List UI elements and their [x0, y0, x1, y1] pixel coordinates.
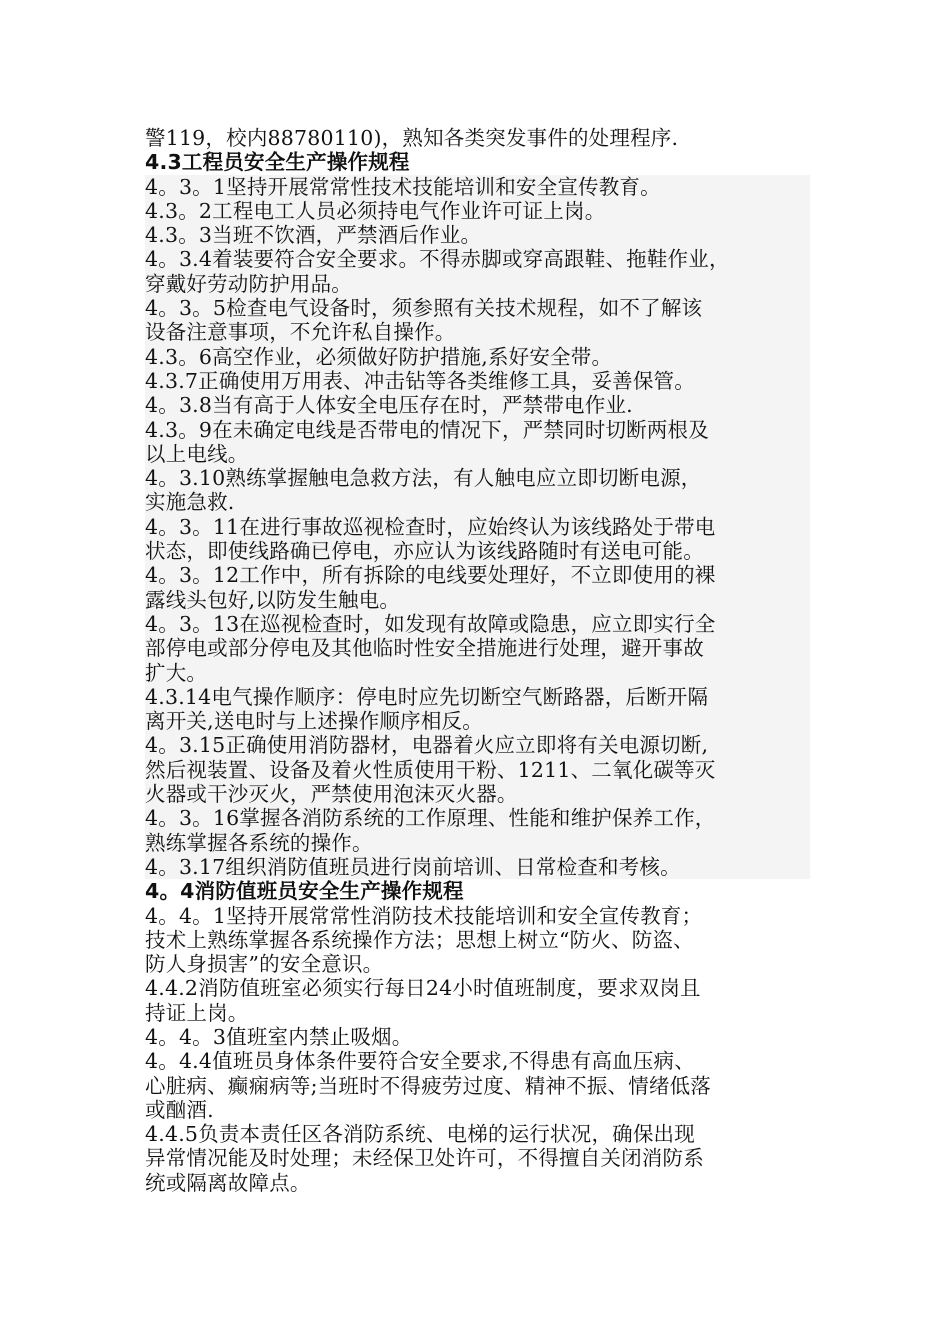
section-4-3-line: 4.3。9在未确定电线是否带电的情况下，严禁同时切断两根及	[145, 417, 709, 442]
section-4-3-line: 穿戴好劳动防护用品。	[145, 271, 352, 296]
section-4-3-line: 然后视装置、设备及着火性质使用干粉、1211、二氧化碳等灭	[145, 757, 716, 782]
section-4-4-line: 异常情况能及时处理；未经保卫处许可，不得擅自关闭消防系	[145, 1146, 704, 1171]
document-page	[145, 126, 810, 1195]
section-4-4-title: 4。4消防值班员安全生产操作规程	[145, 879, 464, 904]
section-4-3-line: 4。3.4着装要符合安全要求。不得赤脚或穿高跟鞋、拖鞋作业，	[145, 247, 730, 272]
section-4-4-line: 技术上熟练掌握各系统操作方法；思想上树立“防火、防盗、	[145, 927, 694, 952]
section-4-4-line: 4.4.5负责本责任区各消防系统、电梯的运行状况，确保出现	[145, 1122, 695, 1147]
section-4-4-line: 持证上岗。	[145, 1000, 249, 1025]
section-4-3-line: 状态，即使线路确已停电，亦应认为该线路随时有送电可能。	[145, 539, 704, 564]
section-4-3-line: 熟练掌握各系统的操作。	[145, 830, 373, 855]
intro-line: 警119，校内88780110)，熟知各类突发事件的处理程序.	[145, 126, 679, 150]
section-4-3-line: 4.3。2工程电工人员必须持电气作业许可证上岗。	[145, 198, 606, 223]
section-4-4-line: 心脏病、癫痫病等;当班时不得疲劳过度、精神不振、情绪低落	[145, 1073, 712, 1098]
section-4-4-line: 4.4.2消防值班室必须实行每日24小时值班制度，要求双岗且	[145, 976, 701, 1001]
section-4-3-line: 4。3。16掌握各消防系统的工作原理、性能和维护保养工作，	[145, 806, 716, 831]
section-4-3-line: 实施急救.	[145, 490, 235, 515]
section-4-3-line: 4.3。6高空作业，必须做好防护措施,系好安全带。	[145, 344, 613, 369]
section-4-3-line: 露线头包好,以防发生触电。	[145, 587, 401, 612]
section-4-3-line: 离开关,送电时与上述操作顺序相反。	[145, 709, 483, 734]
section-4-4-line: 防人身损害”的安全意识。	[145, 952, 384, 977]
section-4-4-line: 或酗酒.	[145, 1097, 214, 1122]
section-4-3-line: 4。3.15正确使用消防器材，电器着火应立即将有关电源切断,	[145, 733, 709, 758]
section-4-3-line: 扩大。	[145, 660, 208, 685]
section-4-4-body	[145, 904, 810, 1196]
section-4-3-line: 设备注意事项，不允许私自操作。	[145, 320, 456, 345]
section-4-4-line: 统或隔离故障点。	[145, 1170, 311, 1195]
section-4-4-line: 4。4。1坚持开展常常性消防技术技能培训和安全宣传教育；	[145, 903, 703, 928]
section-4-3-line: 以上电线。	[145, 441, 249, 466]
section-4-3-title: 4.3工程员安全生产操作规程	[145, 150, 410, 175]
section-4-3-line: 4.3。3当班不饮酒，严禁酒后作业。	[145, 223, 482, 248]
section-4-3-line: 4。3。5检查电气设备时，须参照有关技术规程，如不了解该	[145, 296, 703, 321]
section-4-3-line: 火器或干沙灭火，严禁使用泡沫灭火器。	[145, 782, 518, 807]
section-4-3-line: 4。3.10熟练掌握触电急救方法，有人触电应立即切断电源，	[145, 466, 702, 491]
section-4-4-line: 4。4。3值班室内禁止吸烟。	[145, 1024, 413, 1049]
section-4-3-line: 4。3。1坚持开展常常性技术技能培训和安全宣传教育。	[145, 174, 661, 199]
section-4-3-line: 部停电或部分停电及其他临时性安全措施进行处理，避开事故	[145, 636, 704, 661]
section-4-3-body	[145, 175, 810, 880]
section-4-4-line: 4。4.4值班员身体条件要符合安全要求,不得患有高血压病、	[145, 1049, 695, 1074]
section-4-3-line: 4。3.8当有高于人体安全电压存在时，严禁带电作业.	[145, 393, 633, 418]
section-4-3-line: 4.3.7正确使用万用表、冲击钻等各类维修工具，妥善保管。	[145, 368, 695, 393]
section-4-3-line: 4。3。13在巡视检查时，如发现有故障或隐患，应立即实行全	[145, 611, 716, 636]
section-4-3-line: 4。3。12工作中，所有拆除的电线要处理好，不立即使用的裸	[145, 563, 716, 588]
section-4-3-line: 4.3.14电气操作顺序：停电时应先切断空气断路器，后断开隔	[145, 684, 709, 709]
section-4-3-line: 4。3。11在进行事故巡视检查时，应始终认为该线路处于带电	[145, 514, 716, 539]
section-4-3-line: 4。3.17组织消防值班员进行岗前培训、日常检查和考核。	[145, 854, 681, 879]
